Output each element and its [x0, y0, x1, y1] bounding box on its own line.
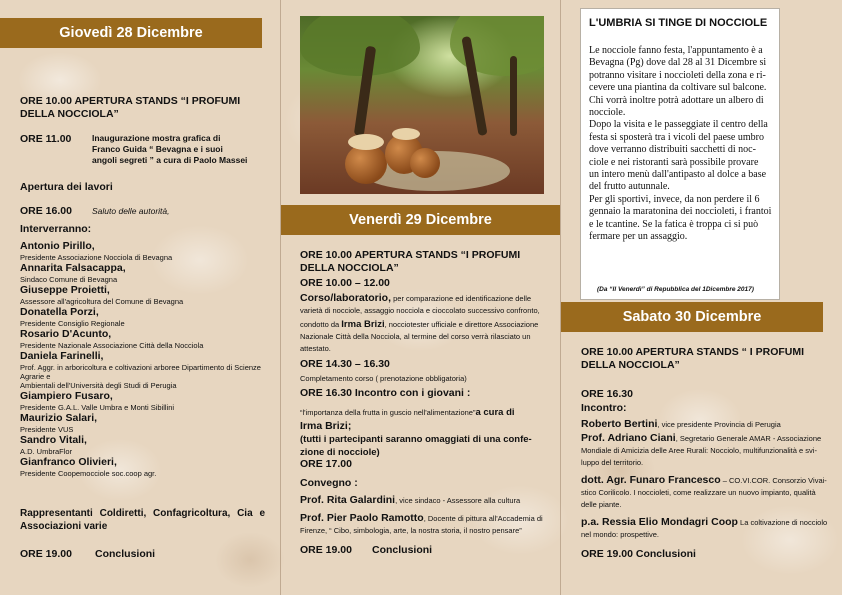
representatives: Rappresentanti Coldiretti, Confagricoltura, Cia e Associazioni varie — [20, 508, 265, 532]
conclusions: Conclusioni — [95, 548, 156, 560]
time-1700: ORE 17.00 — [300, 458, 352, 470]
time-1630: ORE 16.30 — [581, 388, 633, 400]
conclusions: Conclusioni — [372, 544, 433, 556]
day-heading-saturday: Sabato 30 Dicembre — [561, 302, 823, 332]
article-box — [580, 8, 780, 300]
speaker-item: Sandro Vitali, A.D. UmbraFlor — [20, 434, 87, 456]
article-title: L'UMBRIA SI TINGE DI NOCCIOLE — [589, 17, 768, 29]
open-stands-line: ORE 10.00 APERTURA STANDS “I PROFUMI DELLA NOCCIOLA” — [20, 95, 241, 120]
speaker-item: Maurizio Salari, Presidente VUS — [20, 412, 98, 434]
time-1900: ORE 19.00 — [300, 544, 352, 556]
saturday-speakers: Roberto Bertini, vice presidente Provincia di Perugia Prof. Adriano Ciani, Segretario Generale AMAR - Associazione Mondiale di Amicizia delle Aree Rurali: Nocciolo, multifunzionalità e svi- luppo del territorio. dott. Agr. Funaro Francesco – CO.VI.COR. Consorzio Vivai- stico Corilicolo. I noccioleti, come realizzare un nuovo impianto, qualità delle piante. p.a. Ressia Elio Mondagri Coop La coltivazione di nocciolo nel mondo: prospettive. — [581, 418, 828, 539]
speaker-item: Daniela Farinelli, Prof. Aggr. in arboricoltura e coltivazioni arboree Dipartimento di Scienze Agrarie e Ambientali dell'Università degli Studi di Perugia — [20, 350, 261, 390]
conference-label: Convegno : — [300, 477, 358, 489]
time-1900: ORE 19.00 — [20, 548, 72, 560]
authorities-greeting: Saluto delle autorità, — [92, 206, 170, 216]
speaker-item: Gianfranco Olivieri, Presidente Coopemocciole soc.coop agr. — [20, 456, 157, 478]
time-1430-1630: ORE 14.30 – 16.30 — [300, 358, 390, 370]
speaker-item: Rosario D'Acunto, Presidente Nazionale Associazione Città della Nocciola — [20, 328, 204, 350]
time-1900-conclusions: ORE 19.00 Conclusioni — [581, 548, 696, 560]
speakers-label: Interverranno: — [20, 223, 92, 235]
time-1000-1200: ORE 10.00 – 12.00 — [300, 277, 390, 289]
fold-line — [280, 0, 281, 595]
speaker-item: Annarita Falsacappa, Sindaco Comune di Bevagna — [20, 262, 126, 284]
conference-speakers: Prof. Rita Galardini, vice sindaco - Assessore alla cultura Prof. Pier Paolo Ramotto, Docente di pittura all'Accademia di Firenze, “ Cibo, simbologia, arte, la nostra storia, il nostro pensare” — [300, 494, 543, 535]
time-1100: ORE 11.00 — [20, 133, 72, 145]
fold-line — [560, 0, 561, 595]
meeting-label: Incontro: — [581, 402, 627, 414]
course-description: Corso/laboratorio, per comparazione ed identificazione delle varietà di nocciole, assaggio nocciola e cioccolato successivo confronto, condotto da Irma Brizi, nocciotester ufficiale e direttore Associazione Nazionale Città della Nocciola, al termine del corso verrà rilasciato un attestato. — [300, 292, 540, 353]
youth-meeting: “l'importanza della frutta in guscio nell'alimentazione”a cura di Irma Brizi; (tutti i partecipanti saranno omaggiati di una confe- zione di nocciole) — [300, 407, 532, 458]
speakers-list — [20, 240, 270, 478]
day-heading-friday: Venerdì 29 Dicembre — [281, 205, 560, 235]
open-stands-line: ORE 10.00 APERTURA STANDS “ I PROFUMI DELLA NOCCIOLA” — [581, 346, 805, 371]
speaker-item: Donatella Porzi, Presidente Consiglio Regionale — [20, 306, 125, 328]
day-heading-thursday: Giovedì 28 Dicembre — [0, 18, 262, 48]
opening-works: Apertura dei lavori — [20, 181, 113, 193]
article-body: Le nocciole fanno festa, l'appuntamento è a Bevagna (Pg) dove dal 28 al 31 Dicembre si potranno visitare i noccioleti della zona e ri- cevere una piantina da coltivare sul balcone. Chi vorrà inoltre potrà adottare un albero di nocciole. Dopo la visita e le passeggiate il centro della festa si sposterà tra i vicoli del paese umbro dove verranno distribuiti sacchetti di noc- ciole e nei ristoranti sarà possibile provare un intero menù dall'antipasto al dolce a base del frutto autunnale. Per gli sportivi, invece, da non perdere il 6 gennaio la maratonina dei noccioleti, i frantoi e le tcantine. Se la fatica è troppa ci si può fermare per un assaggio. — [589, 45, 772, 243]
speaker-item: Giuseppe Proietti, Assessore all'agricoltura del Comune di Bevagna — [20, 284, 184, 306]
time-1630: ORE 16.30 Incontro con i giovani : — [300, 387, 471, 399]
inauguration-text: Inaugurazione mostra grafica di Franco Guida “ Bevagna e i suoi angoli segreti ” a cura di Paolo Massei — [92, 133, 248, 165]
course-completion: Completamento corso ( prenotazione obbligatoria) — [300, 374, 467, 383]
open-stands-line: ORE 10.00 APERTURA STANDS “I PROFUMI DELLA NOCCIOLA” — [300, 249, 521, 274]
speaker-item: Giampiero Fusaro, Presidente G.A.L. Valle Umbra e Monti Sibillini — [20, 390, 175, 412]
hazelnuts-photo — [300, 16, 544, 194]
article-source: (Da “Il Venerdì” di Repubblica del 1Dicembre 2017) — [597, 286, 754, 293]
speaker-item: Antonio Pirillo, Presidente Associazione Nocciola di Bevagna — [20, 240, 173, 262]
time-1600: ORE 16.00 — [20, 205, 72, 217]
